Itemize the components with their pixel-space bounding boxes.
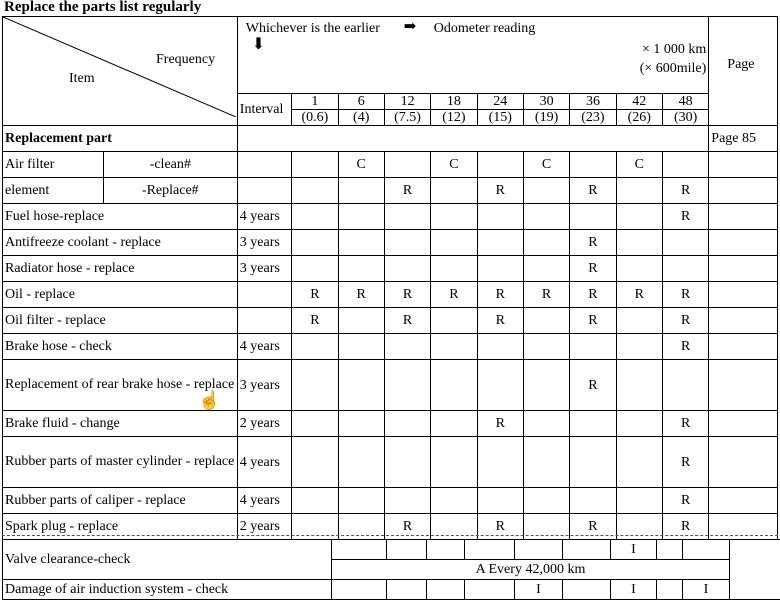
cell <box>338 360 384 411</box>
cell <box>431 437 477 488</box>
cell <box>465 580 515 600</box>
cell: R <box>477 514 523 540</box>
km-42: 42 (26) <box>616 94 662 126</box>
arrow-down-icon: ⬇ <box>251 36 266 53</box>
page-title: Replace the parts list regularly <box>4 0 202 15</box>
cell <box>292 437 338 488</box>
cell: C <box>523 152 569 178</box>
table-row <box>3 152 778 178</box>
item-label: Fuel hose-replace <box>3 204 238 230</box>
cell: R <box>292 308 338 334</box>
cell: R <box>338 282 384 308</box>
cell: R <box>477 282 523 308</box>
interval-value <box>237 282 291 308</box>
cell <box>332 580 387 600</box>
km-1: 1 (0.6) <box>292 94 338 126</box>
km-24: 24 (15) <box>477 94 523 126</box>
table-row <box>3 230 778 256</box>
cell <box>523 411 569 437</box>
cell <box>237 152 291 178</box>
cell <box>523 437 569 488</box>
cell: I <box>611 580 657 600</box>
cell <box>523 178 569 204</box>
cell <box>292 204 338 230</box>
cell <box>477 256 523 282</box>
table-row <box>3 360 778 411</box>
interval-value: 3 years <box>237 230 291 256</box>
cell <box>431 360 477 411</box>
cell <box>292 411 338 437</box>
cell <box>384 488 430 514</box>
km-6: 6 (4) <box>338 94 384 126</box>
cell: R <box>616 282 662 308</box>
cell <box>709 282 778 308</box>
cell <box>338 437 384 488</box>
km-30: 30 (19) <box>523 94 569 126</box>
interval-value: 3 years <box>237 256 291 282</box>
cell <box>616 230 662 256</box>
cell <box>616 437 662 488</box>
cell <box>523 230 569 256</box>
cell: R <box>570 308 616 334</box>
cell <box>709 308 778 334</box>
valve-clearance-label: Valve clearance-check <box>3 540 332 580</box>
item-label: Radiator hose - replace <box>3 256 238 282</box>
unit-mile: (× 600mile) <box>639 61 707 76</box>
cell <box>384 334 430 360</box>
inspection-table <box>2 539 780 600</box>
cell: R <box>570 256 616 282</box>
hand-cursor-icon: ☝ <box>198 390 221 410</box>
cell <box>338 204 384 230</box>
cell <box>657 580 683 600</box>
cell <box>570 204 616 230</box>
cell <box>616 256 662 282</box>
cell <box>709 230 778 256</box>
cell <box>431 334 477 360</box>
cell <box>709 204 778 230</box>
cell: R <box>570 514 616 540</box>
cell <box>616 334 662 360</box>
cell <box>563 540 611 560</box>
cell <box>563 580 611 600</box>
cell <box>662 360 708 411</box>
table-row <box>3 204 778 230</box>
cell: R <box>662 334 708 360</box>
item-label: Oil filter - replace <box>3 308 238 334</box>
cell: C <box>616 152 662 178</box>
cell <box>292 256 338 282</box>
cell <box>338 411 384 437</box>
cell: R <box>384 282 430 308</box>
cell <box>338 334 384 360</box>
cell <box>237 178 291 204</box>
cell <box>338 488 384 514</box>
cell <box>427 580 465 600</box>
cell <box>570 437 616 488</box>
item-label: Replacement of rear brake hose - replace <box>3 360 238 411</box>
cell <box>570 411 616 437</box>
odometer-header <box>237 17 709 94</box>
item-label: Antifreeze coolant - replace <box>3 230 238 256</box>
cell: R <box>662 411 708 437</box>
section-page: Page 85 <box>709 126 778 152</box>
item-frequency-header <box>3 17 238 126</box>
cell: R <box>662 204 708 230</box>
cell: R <box>477 178 523 204</box>
cell <box>431 256 477 282</box>
cell <box>662 256 708 282</box>
cell <box>523 360 569 411</box>
item-label: Oil - replace <box>3 282 238 308</box>
cell <box>709 178 778 204</box>
cell <box>387 540 427 560</box>
cell <box>477 360 523 411</box>
whichever-label: Whichever is the earlier <box>245 21 380 36</box>
cell <box>384 411 430 437</box>
cell <box>427 540 465 560</box>
cell: R <box>431 282 477 308</box>
cell <box>292 360 338 411</box>
interval-value <box>237 308 291 334</box>
cell <box>477 230 523 256</box>
cell <box>292 230 338 256</box>
air-filter-label: Air filter <box>3 152 104 178</box>
cell <box>384 256 430 282</box>
cell <box>616 360 662 411</box>
cell <box>616 204 662 230</box>
section-spacer <box>237 126 709 152</box>
air-filter-replace: -Replace# <box>103 178 237 204</box>
cell <box>384 437 430 488</box>
cell <box>384 230 430 256</box>
cell <box>292 152 338 178</box>
cell <box>523 204 569 230</box>
cell <box>338 256 384 282</box>
cell: R <box>662 514 708 540</box>
km-12: 12 (7.5) <box>384 94 430 126</box>
cell <box>431 488 477 514</box>
cell <box>683 540 730 560</box>
cell <box>657 540 683 560</box>
cell <box>477 437 523 488</box>
cell: R <box>662 178 708 204</box>
cell <box>431 178 477 204</box>
cell <box>431 411 477 437</box>
cell <box>616 308 662 334</box>
interval-value: 4 years <box>237 204 291 230</box>
interval-header: Interval <box>237 94 291 126</box>
cell <box>384 204 430 230</box>
table-row <box>3 334 778 360</box>
cell: R <box>477 411 523 437</box>
table-row <box>3 282 778 308</box>
interval-value: 2 years <box>237 411 291 437</box>
km-18: 18 (12) <box>431 94 477 126</box>
air-filter-clean: -clean# <box>103 152 237 178</box>
cell <box>523 488 569 514</box>
cell <box>523 308 569 334</box>
km-36: 36 (23) <box>570 94 616 126</box>
diagonal-divider <box>3 17 236 117</box>
frequency-label: Frequency <box>156 52 216 67</box>
cell <box>338 230 384 256</box>
arrow-right-icon: ➡ <box>403 19 417 35</box>
cell <box>709 360 778 411</box>
cell <box>570 334 616 360</box>
cell: R <box>662 308 708 334</box>
table-row <box>3 411 778 437</box>
cell: R <box>570 178 616 204</box>
table-row <box>3 308 778 334</box>
interval-value: 4 years <box>237 334 291 360</box>
air-induction-label: Damage of air induction system - check <box>3 580 332 600</box>
cell <box>338 308 384 334</box>
cell: R <box>523 282 569 308</box>
cell <box>616 178 662 204</box>
cell <box>570 488 616 514</box>
cell <box>292 334 338 360</box>
interval-value: 2 years <box>237 514 291 540</box>
cell <box>292 178 338 204</box>
cell <box>523 334 569 360</box>
cell <box>662 152 708 178</box>
item-label: Spark plug - replace <box>3 514 238 540</box>
item-label: Item <box>69 71 95 86</box>
cell <box>431 204 477 230</box>
odometer-label: Odometer reading <box>433 21 536 36</box>
section-label: Replacement part <box>3 126 238 152</box>
interval-value: 3 years <box>237 360 291 411</box>
cell <box>431 308 477 334</box>
cell <box>709 437 778 488</box>
air-filter-label-2: element <box>3 178 104 204</box>
cell <box>616 488 662 514</box>
valve-note: A Every 42,000 km <box>332 560 730 580</box>
cell <box>709 411 778 437</box>
cell: R <box>662 282 708 308</box>
cell <box>384 360 430 411</box>
cell: C <box>338 152 384 178</box>
interval-value: 4 years <box>237 437 291 488</box>
cell <box>730 540 780 600</box>
cell: R <box>570 230 616 256</box>
table-row <box>3 178 778 204</box>
cell <box>709 488 778 514</box>
cell <box>709 256 778 282</box>
table-row <box>3 437 778 488</box>
cell: R <box>384 514 430 540</box>
cell <box>523 256 569 282</box>
cell <box>465 540 515 560</box>
km-48: 48 (30) <box>662 94 708 126</box>
item-label: Brake hose - check <box>3 334 238 360</box>
cell <box>384 152 430 178</box>
item-label: Rubber parts of master cylinder - replace <box>3 437 238 488</box>
cell <box>570 152 616 178</box>
cell <box>332 540 387 560</box>
unit-km: × 1 000 km <box>642 42 707 57</box>
cell <box>338 178 384 204</box>
cell: R <box>570 360 616 411</box>
cell <box>477 204 523 230</box>
cell: I <box>611 540 657 560</box>
table-row <box>3 488 778 514</box>
cell: R <box>384 308 430 334</box>
item-label: Rubber parts of caliper - replace <box>3 488 238 514</box>
cell: R <box>570 282 616 308</box>
cell <box>477 488 523 514</box>
page-header: Page <box>709 17 778 126</box>
cell <box>709 152 778 178</box>
cell <box>709 334 778 360</box>
cell: R <box>292 282 338 308</box>
cell <box>292 488 338 514</box>
cell <box>387 580 427 600</box>
cell: I <box>683 580 730 600</box>
cell: R <box>662 488 708 514</box>
cell <box>616 411 662 437</box>
cell <box>662 230 708 256</box>
interval-value: 4 years <box>237 488 291 514</box>
cell <box>515 540 563 560</box>
cell <box>431 230 477 256</box>
cell: I <box>515 580 563 600</box>
cell: C <box>431 152 477 178</box>
cell: R <box>384 178 430 204</box>
table-row <box>3 256 778 282</box>
maintenance-table <box>2 16 778 540</box>
cell: R <box>477 308 523 334</box>
cell <box>477 334 523 360</box>
cell: R <box>662 437 708 488</box>
cell <box>477 152 523 178</box>
item-label: Brake fluid - change <box>3 411 238 437</box>
